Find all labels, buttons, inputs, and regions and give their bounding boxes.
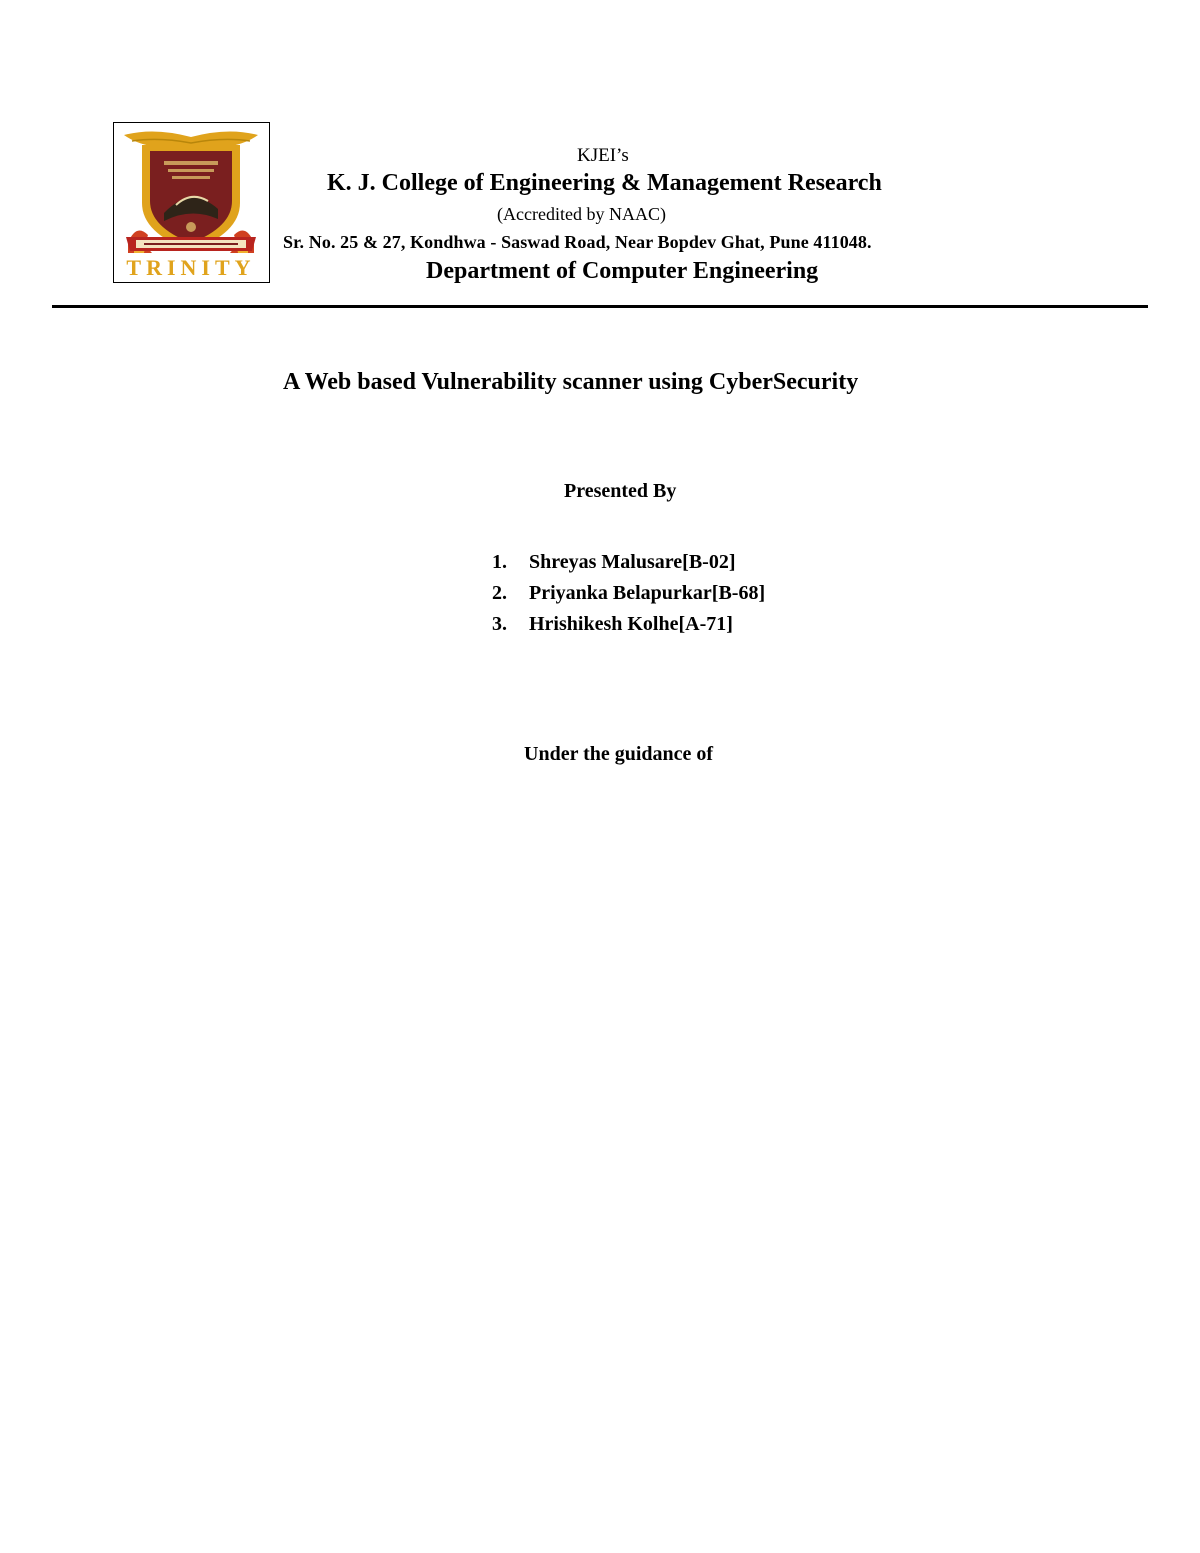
- list-number: 1.: [492, 551, 507, 573]
- society-name: KJEI’s: [577, 145, 629, 166]
- college-address: Sr. No. 25 & 27, Kondhwa - Saswad Road, Near Bopdev Ghat, Pune 411048.: [283, 232, 872, 252]
- presented-by-label: Presented By: [564, 480, 677, 502]
- list-item: [492, 547, 765, 578]
- member-name: Priyanka Belapurkar[B-68]: [529, 582, 766, 604]
- list-item: [492, 609, 765, 640]
- accreditation: (Accredited by NAAC): [497, 204, 666, 224]
- member-list: [492, 547, 765, 640]
- college-crest-icon: [114, 123, 268, 281]
- department-name: Department of Computer Engineering: [426, 258, 819, 284]
- list-number: 3.: [492, 613, 507, 635]
- list-item: [492, 578, 765, 609]
- member-name: Shreyas Malusare[B-02]: [529, 551, 736, 573]
- college-logo: [113, 122, 270, 283]
- college-name: K. J. College of Engineering & Management Research: [327, 170, 882, 196]
- guidance-label: Under the guidance of: [524, 743, 714, 765]
- svg-text:TRINITY: TRINITY: [126, 255, 256, 280]
- member-name: Hrishikesh Kolhe[A-71]: [529, 613, 733, 635]
- project-title: A Web based Vulnerability scanner using CyberSecurity: [283, 369, 859, 395]
- list-number: 2.: [492, 582, 507, 604]
- header-divider: [52, 305, 1148, 308]
